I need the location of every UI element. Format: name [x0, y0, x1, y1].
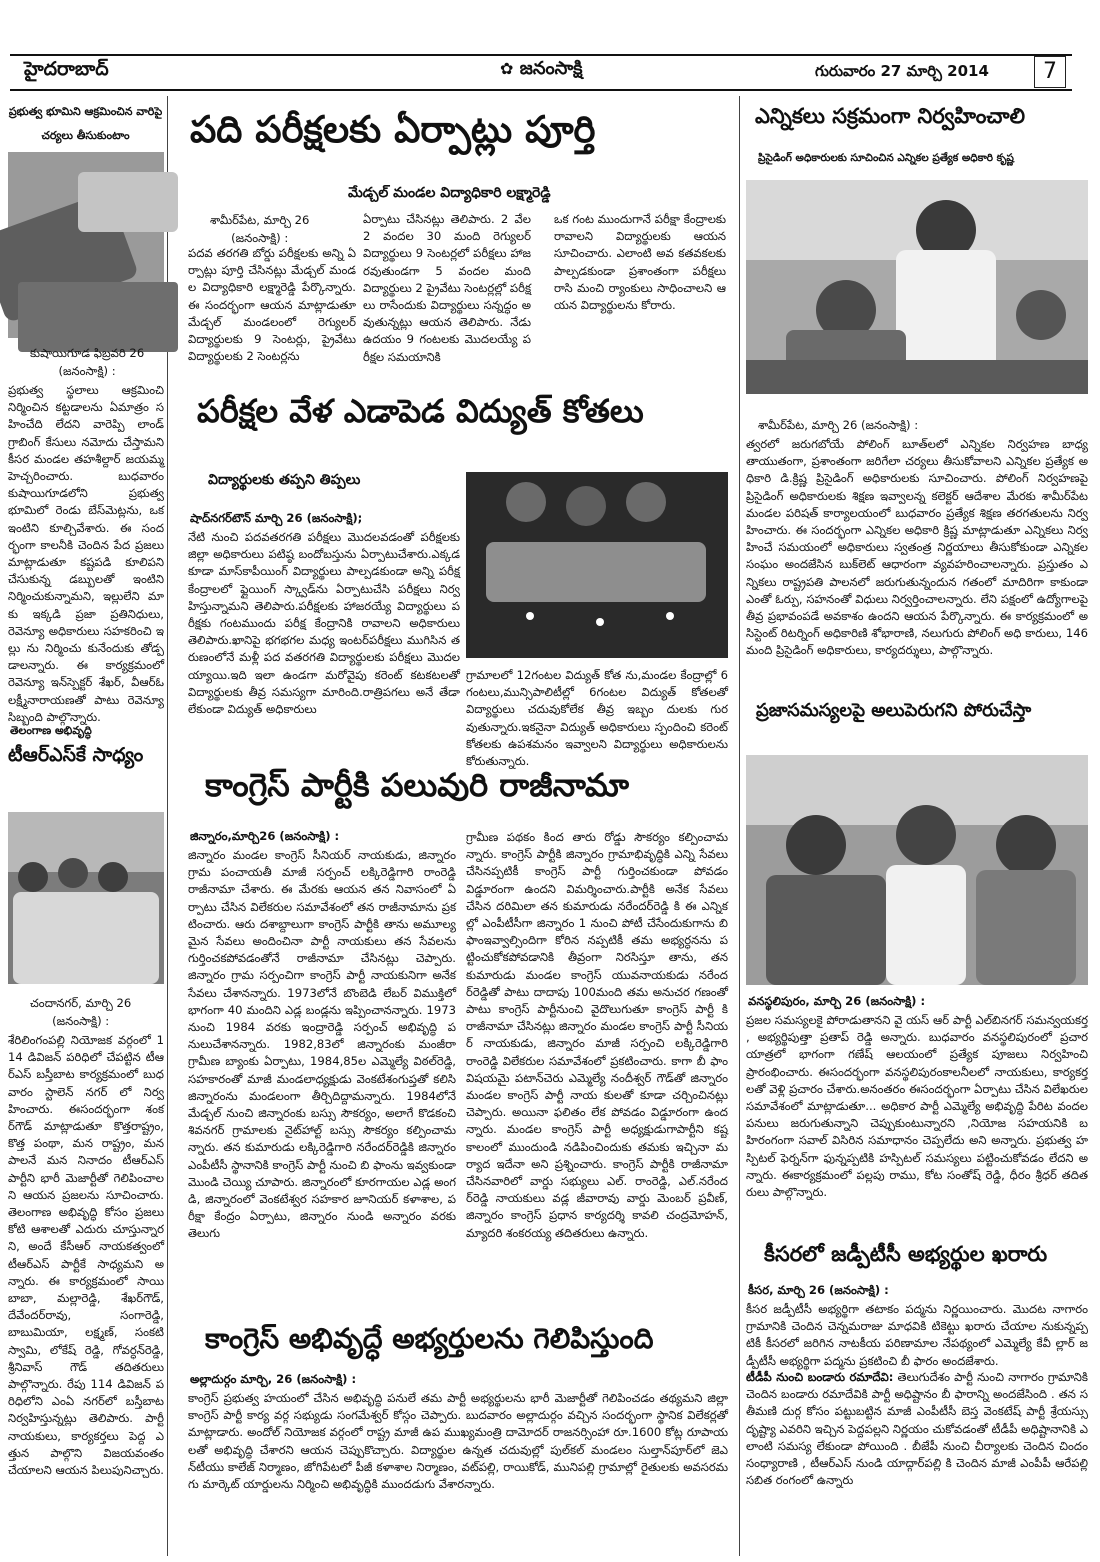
story-byline: శామీర్‌పేట, మార్చి 26 (జనంసాక్షి) : — [210, 213, 310, 245]
story-byline: వనస్థలిపురం, మార్చి 26 (జనంసాక్షి) : — [748, 994, 926, 1008]
subsection-text: తెలుగుదేశం పార్టీ నుంచి నాగారం గ్రామానికి చెందిన బండారు రమాదేవికి పార్టీ అధిష్టానం బీ ఫారాన్ని అందజేసింది . తన సతీమణి దుర్గ కోసం పట్టుబట్టిన మాజీ ఎంపీటీసీ బెస్త వెంకటేష్ పార్టీ శ్రేయస్సు దృష్ట్యా ఎవరిని ఇచ్చిన పెద్దపల్లని నిర్ణయం చుకోవడంతో టీడీపీ అధిష్టానానికి ఎలాంటి సమస్య లేకుండా పోయింది . బీజేపీ నుంచి చీర్యాలకు చెందిన చిందం సంధ్యారాణి , టీఆర్ఎస్ నుండి యాద్గార్‌పల్లి కి చెందిన మాజీ ఎంపీపీ ఆరేపల్లి సబిత రంగంలో ఉన్నారు — [746, 1370, 1088, 1488]
story-byline: కుషాయిగూడ ఫిబ్రవరి 26 (జనంసాక్షి) : — [30, 346, 145, 378]
headline: ఎన్నికలు సక్రమంగా నిర్వహించాలి — [755, 104, 1025, 128]
dateline: గురువారం 27 మార్చి 2014 — [815, 62, 989, 80]
page-number: 7 — [1034, 56, 1066, 88]
story-body: ప్రభుత్వ స్థలాలు ఆక్రమించి నిర్మించిన కట్టడాలను ఏమాత్రం సహించేది లేదని వారెప్పి లాండ్ గ్రాబింగ్ కేసులు నమోదు చేస్తామని కీసర మండల తహశీల్దార్ జయమ్మ హెచ్చరించారు. బుధవారం కుషాయిగూడలోని ప్రభుత్వ భూమిలో రెండు బేస్‌మెట్లను, ఒక ఇంటిని కూల్చివేశారు. ఈ సందర్భంగా కాలనీకి చెందిన పేద ప్రజలు మాట్లాడుతూ కష్టపడి కూలిపని చేసుకున్న డబ్బులతో ఇంటిని నిర్మించుకున్నామని, ఇల్లులేని మా కు ఇక్కడి ప్రజా ప్రతినిధులు, రెవెన్యూ అధికారులు సహకరించి ఇల్లు ను నిర్మించు కునేందుకు తోడ్పడాలన్నారు. ఈ కార్యక్రమంలో రెవెన్యూ ఇన్‌స్పెక్టర్ శేఖర్, వీఆర్‌ఓ లక్ష్మీనారాయణతో పాటు రెవెన్యూ సిబ్బంది పాల్గొన్నారు. — [8, 383, 164, 724]
headline: పరీక్షల వేళ ఎడాపెడ విద్యుత్ కోతలు — [197, 392, 644, 430]
masthead — [500, 58, 583, 83]
story-body-2 — [746, 1369, 1088, 1545]
story-byline: షాద్‌నగర్‌టౌన్ మార్చి 26 (జనంసాక్షి); — [190, 511, 363, 525]
photo-caption: ప్రభుత్వ భూమిని ఆక్రమించిన వారిపై చర్యలు తీసుకుంటాం — [8, 105, 163, 142]
students-candlelight-photo — [466, 472, 728, 658]
subheadline: ప్రిసైడింగ్ అధికారులకు సూచించిన ఎన్నికల ప్రత్యేక అధికారి కృష్ణ — [758, 152, 1014, 164]
rally-photo — [8, 812, 164, 984]
masthead-title: జనంసాక్షి — [519, 58, 583, 79]
election-meeting-photo — [746, 180, 1088, 394]
headline: టీఆర్ఎస్‌కే సాధ్యం — [8, 744, 144, 766]
campaign-photo — [746, 755, 1088, 985]
masthead-logo-icon: ✿ — [500, 59, 514, 78]
story-byline: శామీర్‌పేట, మార్చి 26 (జనంసాక్షి) : — [758, 418, 919, 432]
headline: కీసరలో జడ్పీటీసీ అభ్యర్థుల ఖరారు — [764, 1242, 1048, 1266]
story-col-2: గ్రామాలలో 12గంటల విద్యుత్ కోత ను,మండల కేంద్రాల్లో 6గంటలు,మున్సిపాలిటీల్లో 6గంటల విద్యుత్ కోతలతో విద్యార్థులు చదువుకోలేక తీవ్ర ఇబ్బం దులకు గురవుతున్నారు.ఇకనైనా విద్యుత్ అధికారులు స్పందించి కరెంట్ కోతలకు ఉపశమనం ఇవ్వాలని విద్యార్థులు అధికారులను కోరుతున్నారు. — [466, 668, 728, 769]
headline: కాంగ్రెస్ అభివృద్ధే అభ్యర్తులను గెలిపిస్తుంది — [205, 1322, 654, 1355]
story-byline: కీసర, మార్చి 26 (జనంసాక్షి) : — [748, 1283, 889, 1297]
column-rule — [739, 96, 740, 1556]
kicker: తెలంగాణ అభివృద్ధి — [10, 724, 92, 737]
story-body: కీసర జడ్పీటీసీ అభ్యర్థిగా తటాకం పద్మను నిర్ణయించారు. మొదట నాగారం గ్రామానికి చెందిన చెన్నమరాజు మాధవికి టికెట్టు ఖరారు చేయాల నుకున్నప్పటికీ కీసరలో జరిగిన నాటకీయ పరిణామాల నేపథ్యంలో ఎమ్మెల్యే కేవీ ల్లార్ జడ్పీటీసీ అభ్యర్థిగా పద్మను ప్రకటించి బీ ఫారం అందజేశారు. — [746, 1302, 1088, 1368]
story-body: శేరిలింగంపల్లి నియోజక వర్గంలో 114 డివిజన్ పరిధిలో చేపట్టిన టీఆర్‌ఎస్ బస్తీబాట కార్యక్రమంలో బుధవారం స్టాలెన్ నగర్ లో నిర్వహించారు. ఈసందర్భంగా శంకర్‌గౌడ్ మాట్లాడుతూ కొత్తరాష్ట్రం, కొత్త పంథా, మన రాష్ట్రం, మన పాలనే మన నినాదం టీఆర్‌ఎస్ పార్టీని భారీ మెజార్టీతో గెలిపించాలని ఆయన ప్రజలను సూచించారు. తెలంగాణ అభివృద్ధి కోసం ప్రజలు కోటి ఆశాలతో ఎదురు చూస్తున్నారని, అందే కేసీఆర్ నాయకత్వంలో టీఆర్‌ఎస్ పార్టీకే సాధ్యమని అన్నారు. ఈ కార్యక్రమంలో సాయి బాబా, మల్లారెడ్డి, శేఖర్‌గౌడ్, దేవేందర్‌రావు, సంగారెడ్డి, బాబుమియా, లక్ష్మణ్, సంకటి స్వామి, లోకేష్ రెడ్డి, గోవర్ధన్‌రెడ్డి, శ్రీనివాస్ గౌడ్ తదితరులు పాల్గొన్నారు. రేపు 114 డివిజన్ పరిధిలోని ఎంఏ నగర్‌లో బస్తీబాట నిర్వహిస్తున్నట్లు తెలిపారు. పార్టీ నాయకులు, కార్యకర్తలు పెద్ద ఎత్తున పాల్గొని విజయవంతం చేయాలని ఆయన పిలుపునిచ్చారు. — [8, 1033, 164, 1478]
story-body: త్వరలో జరుగబోయే పోలింగ్ బూత్‌లలో ఎన్నికల నిర్వహణ బాధ్యతాయుతంగా, ప్రశాంతంగా జరిగేలా చర్యలు తీసుకోవాలని ఎన్నికల ప్రత్యేక అధికారి డి.క్రిష్ణ ప్రిసైడింగ్ అధికారులకు సూచించారు. పోలింగ్ నిర్వహణపై ప్రిసైడింగ్ అధికారులకు శిక్షణ ఇవ్వాలన్న కలెక్టర్ ఆదేశాల మేరకు శామీర్‌పేట మండల పరిషత్ కార్యాలయంలో బుధవారం ప్రత్యేక శిక్షణ తరగతులను నిర్వహించారు. ఈ సందర్భంగా ఎన్నికల అధికారి క్రిష్ణ మాట్లాడుతూ ఎన్నికలు నిర్వహించే సమయంలో అధికారులు స్వతంత్ర నిర్ణయాలు తీసుకోకుండా ఎన్నికల సంఘం అందజేసిన బుక్‌లెట్ ఆధారంగా వ్యవహరించాలన్నారు. ప్రస్తుతం ఎన్నికలు రాష్ట్రపతి పాలనలో జరుగుతున్నందున గతంలో మాదిరిగా కాకుండా ఎంతో ఓర్పు, సహనంతో విధులు నిర్వర్తించాలన్నారు. లేని పక్షంలో ఉద్యోగాలపై తీవ్ర ప్రభావంపడే అవకాశం ఉందని ఆయన పేర్కొన్నారు. ఈ కార్యక్రమంలో అసిస్టెంట్ రిటర్నింగ్ అధికారిణి శోభారాణి, నలుగురు పోలింగ్ అధి కారులు, 146 మంది ప్రిసైడింగ్ అధికారులు, కార్యదర్శులు, పాల్గొన్నారు. — [746, 437, 1088, 658]
headline: ప్రజాసమస్యలపై అలుపెరుగని పోరుచేస్తా — [756, 700, 1032, 721]
story-col-1: పదవ తరగతి బోర్డు పరీక్షలకు అన్ని ఏర్పాట్లు పూర్తి చేసినట్లు మేడ్చల్ మండల విద్యాధికారి లక్ష్మారెడ్డి పేర్కొన్నారు. ఈ సందర్భంగా ఆయన మాట్లాడుతూ మేడ్చల్ మండలంలో రెగ్యులర్ విద్యార్థులకు 9 సెంటర్లు, ప్రైవేటు విద్యార్థులకు 2 సెంటర్లను — [188, 246, 356, 364]
story-col-2: గ్రామీణ పథకం కింద తారు రోడ్డు సౌకర్యం కల్పించామన్నారు. కాంగ్రెస్ పార్టీకి జిన్నారం గ్రామాభివృద్ధికి ఎన్ని సేవలు చేసినప్పటికీ కాంగ్రెస్ పార్టీ గుర్తించకుండా పోవడం విడ్డూరంగా ఉందని విమర్శించారు.పార్టీకి అనేక సేవలు చేసిన దరిమిలా తన కుమారుడు నరేందర్‌రెడ్డి కి ఈ ఎన్నికల్లో ఎంపీటీసీగా జిన్నారం 1 నుంచి పోటీ చేసేందుకుగాను బి ఫాంఇవ్వాల్సిందిగా కోరిన నప్పటికీ తమ అభ్యర్ధనను పట్టించుకోకపోవడానికి తీవ్రంగా నిరసిస్తూ తాను, తనకుమారుడు మండల కాంగ్రెస్ యువనాయకుడు నరేందర్‌రెడ్డితో పాటు దాదాపు 100మంది తమ అనుచర గణంతో పాటు కాంగ్రెస్ పార్టీనుంచి వైదొలుగుతూ కాంగ్రెస్ పార్టీ కి రాజీనామా చేసినట్లు జిన్నారం మండల కాంగ్రెస్ పార్టీ సీనియర్ నాయకుడు, జిన్నారం మాజీ సర్పంచి లక్కిరెడ్డిగారి రాంరెడ్డి విలేకరుల సమావేశంలో ప్రకటించారు. కాగా బీ ఫాం విషయమై పటాన్‌చెరు ఎమ్మెల్యే నందీశ్వర్ గౌడ్‌తో జిన్నారం మండల కాంగ్రెస్ పార్టీ నాయ కులతో కూడా చర్చించినట్లు చెప్పారు. అయినా ఫలితం లేక పోవడం విడ్డూరంగా ఉందన్నారు. మండల కాంగ్రెస్ పార్టీ అధ్యక్షుడుగాపార్టీని కష్ట కాలంలో ముందుండి నడిపించిందుకు తమకు ఇచ్చినా మర్యాద ఇదేనా అని ప్రశ్నించారు. కాంగ్రెస్ పార్టీకి రాజీనామా చేసినవారిలో వార్డు సభ్యులు ఎల్. రాంరెడ్డి, ఎల్.నరేందర్‌రెడ్డి నాయకులు వడ్ల జీవారావు వార్డు మెంబర్ ప్రవీణ్,జిన్నారం కాంగ్రెస్ ప్రధాన కార్యదర్శి కావలి చంద్రమోహన్, మ్యాదరి శంకరయ్య తదితరులు ఉన్నారు. — [466, 830, 728, 1240]
subheadline: విద్యార్థులకు తప్పని తిప్పలు — [208, 472, 361, 488]
city-name: హైదరాబాద్ — [24, 58, 109, 80]
story-body: కాంగ్రెస్ ప్రభుత్వ హయంలో చేసిన అభివృద్ధి పనులే తమ పార్టీ అభ్యర్థులను భారీ మెజార్టీతో గెలిపించడం తథ్యమని జిల్లా కాంగ్రెస్ పార్టీ కార్య వర్గ సభ్యుడు సంగమేశ్వర్ కోస్గం చెప్పారు. బుదవారం అల్లాదుర్గం వచ్చిన సందర్భంగా స్థానిక విలేకర్లతో మాట్లాడారు. అందోల్ నియోజక వర్గంలో రాష్ట్ర మాజీ ఉప ముఖ్యమంత్రి దామోదర్ రాజనర్సింహా రూ.1600 కోట్ల రూపాయలతో అభివృద్ధి చేశారని ఆయన చెప్పుకొచ్చారు. విద్యార్థుల ఉన్నత చదువుల్లో పుల్‌కల్ మండలం సుల్తాన్‌పూర్‌లో జెఎన్‌టీయు కాలేజ్ నిర్మాణం, జోగిపేటలో పీజీ కళాశాల నిర్మాణం, వట్‌పల్లి, రాయికోడ్, మునిపల్లి గ్రామాల్లో రైతులకు అవసరమగు మార్కెట్ యార్డులను నిర్మించి అభివృద్ధికి ముందడుగు వేశారన్నారు. — [188, 1391, 728, 1492]
story-body: నేటి నుంచి పదవతరగతి పరీక్షలు మొదలవడంతో పరీక్షలకు జిల్లా అధికారులు పటిష్ఠ బందోబస్తును ఏర్పాటుచేశారు.ఎక్కడకూడా మాస్‌కాపీయింగ్ విద్యార్థులు పాల్పడకుండా అన్ని పరీక్ష కేంద్రాలలో ఫ్లైయింగ్ స్క్వాడ్‌ను ఏర్పాటుచేసి పరీక్షలు నిర్వహిస్తున్నామని తెలిపారు.పరీక్షలకు హాజరయ్యే విద్యార్థులు పరీక్షకు గంటముందు పరీక్ష కేంద్రానికి రావాలని అధికారులు తెలిపారు.ఖానిపై భగభగల మధ్య ఇంటర్‌పరీక్షలు ముగిసిన తరుణంలోనే మళ్లీ పద వతరగతి విద్యార్థులకు పరీక్షలు మొదలయ్యాయి.ఇది ఇలా ఉండగా మరోవైపు కరెంట్ కటకటలతో విద్యార్థులకు తీవ్ర సమస్యగా మారింది.రాత్రిపగలు అనే తేడా లేకుండా విద్యుత్ అధికారులు — [188, 530, 460, 717]
story-byline: చందానగర్, మార్చి 26 (జనంసాక్షి) : — [30, 996, 132, 1028]
story-col-3: ఒక గంట ముందుగానే పరీక్షా కేంద్రాలకు రావాలని విద్యార్థులకు ఆయన సూచించారు. ఎలాంటి అవ కతవకలకు పాల్పడకుండా ప్రశాంతంగా పరీక్షలు రాసి మంచి ర్యాంకులు సాధించాలని ఆయన విద్యార్థులను కోరారు. — [554, 212, 726, 313]
subheadline: మేడ్చల్ మండల విద్యాధికారి లక్ష్మారెడ్డి — [348, 185, 551, 201]
story-body: ప్రజల సమస్యలకై పోరాడుతానని వై యస్ ఆర్ పార్టీ ఎల్‌బినగర్ సమన్వయకర్త , అభ్యర్థిపుత్తా ప్రతాప్ రెడ్డి అన్నారు. బుధవారం వనస్థలిపురంలో ప్రచార యాత్రలో భాగంగా గణేష్ ఆలయంలో ప్రత్యేక పూజలు నిర్వహించి ప్రారంభించారు. ఈసందర్భంగా వనస్థలిపురంకాలనీలలో నాయకులు, కార్యకర్తలతో వెళ్లి ప్రచారం చేశారు.అనంతరం ఈసందర్భంగా ఏర్పాటు చేసిన విలేఖరుల సమావేశంలో మాట్లాడుతూ... అధికార పార్టీ ఎమ్మెల్యే అభివృద్ధి పేరిట వందల పనులు జరుగుతున్నాని చెప్పుకుంటున్నారని ,నియోజ సహయనికి బహిరంగంగా సవాల్ విసిరిన సమాధానం చెప్పలేదు అని అన్నారు. ప్రభుత్వ హస్పిటల్ ఫెర్నన్‌గా ఫున్నప్పటికి హస్పిటల్ సమస్యలు పట్టించుకోవడం లేదని అన్నారు. ఈకార్యక్రమంలో పల్లపు రాము, కోట సంతోష్ రెడ్డి, ధీరం శ్రీధర్ తదితరులు పాల్గొన్నారు. — [746, 1013, 1088, 1200]
story-byline: జిన్నారం,మార్చి26 (జనంసాక్షి) : — [190, 829, 340, 843]
story-col-2: ఏర్పాటు చేసినట్లు తెలిపారు. 2 వేల 2 వందల 30 మంది రెగ్యులర్ విద్యార్థులు 9 సెంటర్లలో పరీక్షలు హాజరవుతుండగా 5 వందల మంది విద్యార్థులు 2 ప్రైవేటు సెంటర్లల్లో పరీక్షలు రాసేందుకు విద్యార్థులు సన్నద్ధం అవుతున్నట్లు ఆయన తెలిపారు. నేడు ఉదయం 9 గంటలకు మొదలయ్యే పరీక్షల సమయానికి — [363, 212, 531, 364]
story-byline: అల్లాదుర్గం మార్చి, 26 (జనంసాక్షి) : — [190, 1372, 357, 1386]
headline: పది పరీక్షలకు ఏర్పాట్లు పూర్తి — [190, 108, 596, 151]
demolition-photo — [8, 152, 164, 338]
subsection-lead: టీడీపీ నుంచి బండారు రమాదేవి: — [746, 1370, 894, 1384]
headline: కాంగ్రెస్ పార్టీకి పలువురి రాజీనామా — [205, 766, 630, 804]
story-col-1: జిన్నారం మండల కాంగ్రెస్ సీనియర్ నాయకుడు, జిన్నారం గ్రామ పంచాయతీ మాజీ సర్పంచ్ లక్కిరెడ్డిగారి రాంరెడ్డి రాజీనామా చేశారు. ఈ మేరకు ఆయన తన నివాసంలో ఏర్పాటు చేసిన విలేకరుల సమావేశంలో తన రాజీనామాను ప్రకటించారు. ఆరు దశాబ్దాలుగా కాంగ్రెస్ పార్టీకి తాను అమూల్యమైన సేవలు అందించినా పార్టీ నాయకులు తన సేవలను గుర్తించకపోవడంతోనే రాజీనామా చేసినట్లు చెప్పారు. జిన్నారం గ్రామ సర్పంచిగా కాంగ్రెస్ పార్టీ నాయకునిగా అనేక సేవలు చేశానన్నారు. 1973లోనే బొంబెడి లేబర్ విముక్తిలో భాగంగా 40 మందిని ఎడ్ల బండ్లను ఇప్పించానన్నారు. 1973 నుంచి 1984 వరకు ఇంద్రారెడ్డి సర్పంచ్ అభివృద్ధి పనులుచేశానన్నారు. 1982,83లో జిన్నారంకు మంజీరా గ్రామీణ బ్యాంకు ఏర్పాటు, 1984,85ల ఎమ్మెల్యే విఠల్‌రెడ్డి, సహకారంతో మాజీ మండలాధ్యక్షుడు వెంకటేశంగుప్తతో కలిసి జిన్నారంను మండలంగా తీర్చిదిద్దామన్నారు. 1984లోనే మేడ్చల్ నుంచి జిన్నారంకు బస్సు సౌకర్యం, అలాగే కొడకంచి శివనగర్ గ్రామాలకు నైట్‌హాల్ట్ బస్సు సౌకర్యం కల్పించామన్నారు. తన కుమారుడు లక్కిరెడ్డిగారి నరేందర్‌రెడ్డికి జిన్నారం ఎంపీటీసీ స్థానానికి కాంగ్రెస్ పార్టీ నుంచి బి ఫాంను ఇవ్వకుండా మొండి చెయ్యి చూపారు. జిన్నారంలో కూరగాయల ఎడ్ల అంగడి, జిన్నారంలో వెంకటేశ్వర సహకార జూనియర్ కళాశాల, పరీక్షా కేంద్రం ఏర్పాటు, జిన్నారం నుండి అన్నారం వరకు తెలుగు — [188, 848, 456, 1241]
